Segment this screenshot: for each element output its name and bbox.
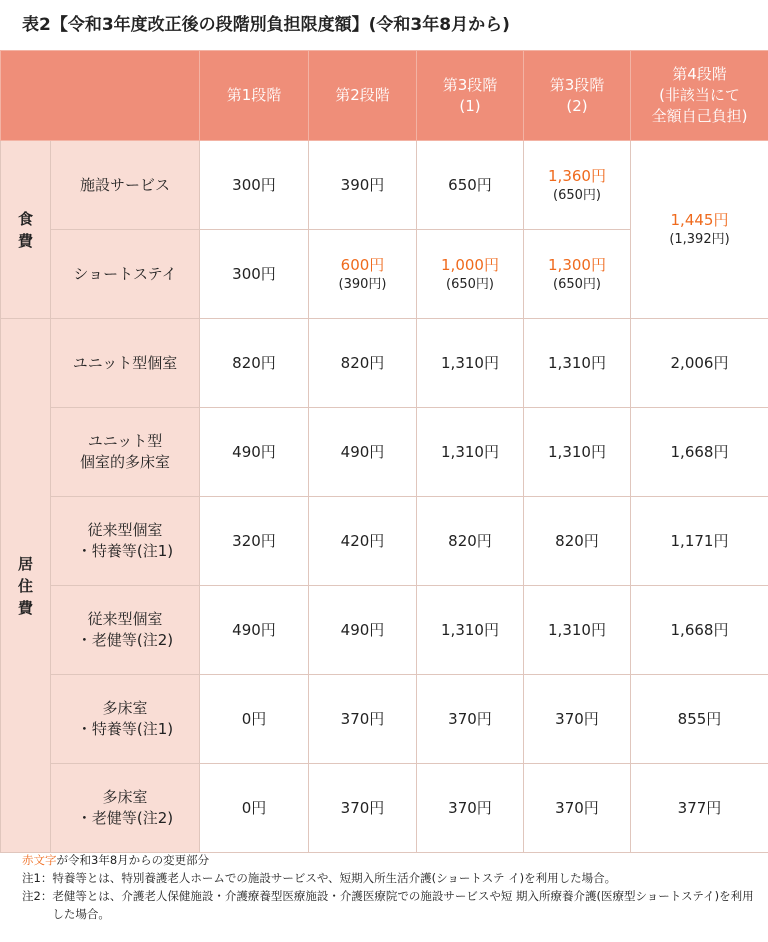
cell-value: 820円: [309, 319, 417, 408]
cell-value: 377円: [631, 764, 768, 853]
cell-value: 1,310円: [524, 586, 631, 675]
note-1: [22, 869, 762, 887]
header-corner: [1, 51, 200, 141]
header-stage3-2-line2: (2): [566, 96, 588, 115]
header-stage3-1-line2: (1): [459, 96, 481, 115]
cell-value: 370円: [417, 675, 524, 764]
cell-value: 820円: [200, 319, 309, 408]
changed-value: 600円: [340, 255, 385, 274]
note-2: [22, 887, 762, 923]
cell-value: 490円: [200, 586, 309, 675]
note-2-text: 老健等とは、介護老人保健施設・介護療養型医療施設・介護医療院での施設サービスや短 期入所療養介護(医療型ショートステイ)を利用した場合。: [52, 889, 754, 921]
cell-value: 2,006円: [631, 319, 768, 408]
header-stage3-2: [524, 51, 631, 141]
category-residence-char2: 住: [17, 576, 33, 595]
header-stage1: 第1段階: [200, 51, 309, 141]
row-label-line1: 従来型個室: [87, 610, 163, 628]
note-2-tag: 注2：: [22, 889, 53, 903]
row-label: 施設サービス: [51, 141, 200, 230]
category-food-char1: 食: [17, 209, 33, 228]
footnotes: [22, 851, 762, 923]
note-1-text: 特養等とは、特別養護老人ホームでの施設サービスや、短期入所生活介護(ショートステ イ)を利用した場合。: [52, 871, 617, 885]
cell-value: 370円: [524, 764, 631, 853]
changed-value: 1,445円: [670, 211, 729, 229]
row-label: [51, 675, 200, 764]
cell-value: 820円: [524, 497, 631, 586]
legend-red-word: 赤文字: [22, 853, 57, 867]
changed-value: 1,360円: [548, 166, 606, 185]
previous-value: (390円): [338, 276, 387, 292]
table-row: [1, 141, 768, 230]
row-label: [51, 497, 200, 586]
cell-value: 390円: [309, 141, 417, 230]
category-residence-char3: 費: [17, 598, 33, 617]
table-row: [1, 497, 768, 586]
header-stage3-1: [417, 51, 524, 141]
cell-value: 1,310円: [417, 586, 524, 675]
note-1-tag: 注1：: [22, 871, 53, 885]
cell-value: 320円: [200, 497, 309, 586]
page-title: 表2【令和3年度改正後の段階別負担限度額】(令和3年8月から): [22, 15, 510, 35]
header-stage3-2-line1: 第3段階: [549, 75, 605, 94]
row-label: [51, 764, 200, 853]
changed-value: 1,300円: [548, 255, 606, 274]
header-stage4-line1: 第4段階: [672, 65, 727, 83]
previous-value: (650円): [553, 187, 601, 203]
header-stage4-line2: (非該当にて: [659, 86, 740, 104]
cell-value: 370円: [309, 675, 417, 764]
row-label-line1: ユニット型: [87, 432, 163, 450]
cell-value: 0円: [200, 764, 309, 853]
cell-value-changed: [417, 230, 524, 319]
cell-value-changed: [631, 141, 768, 319]
row-label-line1: ユニット型個室: [72, 353, 178, 372]
cell-value-changed: [309, 230, 417, 319]
previous-value: (1,392円): [669, 232, 730, 247]
category-food: [1, 141, 51, 319]
cell-value: 490円: [200, 408, 309, 497]
table-row: [1, 319, 768, 408]
legend-note: [22, 851, 762, 869]
cell-value: 370円: [417, 764, 524, 853]
cell-value: 420円: [309, 497, 417, 586]
category-residence: [1, 319, 51, 853]
table-row: [1, 675, 768, 764]
cell-value: 1,310円: [524, 408, 631, 497]
row-label: ショートステイ: [51, 230, 200, 319]
cell-value: 855円: [631, 675, 768, 764]
cell-value-changed: [524, 141, 631, 230]
previous-value: (650円): [446, 276, 494, 292]
cell-value: 1,668円: [631, 408, 768, 497]
row-label-line1: 多床室: [102, 788, 148, 806]
table-row: [1, 764, 768, 853]
header-stage3-1-line1: 第3段階: [442, 75, 498, 94]
table-row: [1, 408, 768, 497]
row-label-line2: ・老健等(注2): [76, 631, 174, 649]
table-row: [1, 586, 768, 675]
cell-value: 300円: [200, 141, 309, 230]
cell-value: 300円: [200, 230, 309, 319]
row-label: [51, 586, 200, 675]
cell-value: 1,310円: [417, 319, 524, 408]
header-stage4: [631, 51, 768, 141]
row-label-line2: ・老健等(注2): [76, 809, 174, 827]
row-label-line1: 従来型個室: [87, 521, 163, 539]
row-label: [51, 408, 200, 497]
row-label-line2: ・特養等(注1): [76, 720, 174, 738]
changed-value: 1,000円: [441, 255, 499, 274]
cell-value-changed: [524, 230, 631, 319]
category-residence-char1: 居: [17, 554, 33, 573]
header-stage4-line3: 全額自己負担): [651, 107, 748, 125]
cell-value: 490円: [309, 586, 417, 675]
cell-value: 1,310円: [524, 319, 631, 408]
cell-value: 0円: [200, 675, 309, 764]
cell-value: 820円: [417, 497, 524, 586]
category-food-char2: 費: [17, 231, 33, 250]
header-row: [1, 51, 768, 141]
row-label: [51, 319, 200, 408]
row-label-line2: ・特養等(注1): [76, 542, 174, 560]
cell-value: 370円: [524, 675, 631, 764]
cell-value: 1,668円: [631, 586, 768, 675]
cell-value: 490円: [309, 408, 417, 497]
row-label-line2: 個室的多床室: [79, 453, 170, 471]
header-stage2: 第2段階: [309, 51, 417, 141]
legend-text: が令和3年8月からの変更部分: [56, 853, 210, 867]
cell-value: 650円: [417, 141, 524, 230]
burden-limit-table: [0, 50, 768, 853]
previous-value: (650円): [553, 276, 601, 292]
cell-value: 370円: [309, 764, 417, 853]
row-label-line1: 多床室: [102, 699, 148, 717]
cell-value: 1,310円: [417, 408, 524, 497]
cell-value: 1,171円: [631, 497, 768, 586]
